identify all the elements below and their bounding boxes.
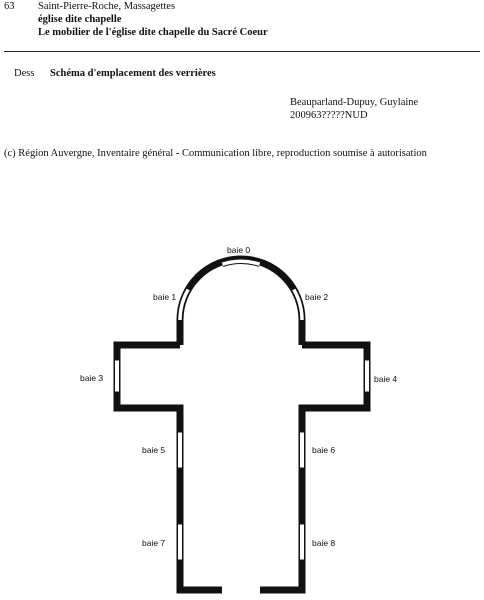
record-number: 63 <box>4 1 15 12</box>
document-author: Beauparland-Dupuy, Guylaine <box>290 97 419 108</box>
label-baie-5: baie 5 <box>142 445 166 455</box>
label-baie-8: baie 8 <box>312 538 336 548</box>
copyright-notice: (c) Région Auvergne, Inventaire général - Communication libre, reproduction soumise à autorisation <box>4 148 427 159</box>
document-type: Dess <box>14 68 35 79</box>
document-caption: Schéma d'emplacement des verrières <box>50 68 216 79</box>
label-baie-2: baie 2 <box>305 292 329 302</box>
label-baie-3: baie 3 <box>80 373 104 383</box>
label-baie-6: baie 6 <box>312 445 336 455</box>
record-building: église dite chapelle <box>38 14 122 25</box>
label-baie-1: baie 1 <box>153 292 177 302</box>
record-title: Le mobilier de l'église dite chapelle du Sacré Coeur <box>38 27 268 38</box>
window-labels <box>80 245 397 548</box>
label-baie-4: baie 4 <box>374 374 398 384</box>
label-baie-7: baie 7 <box>142 538 166 548</box>
document-reference: 200963?????NUD <box>290 110 368 121</box>
record-location: Saint-Pierre-Roche, Massagettes <box>38 1 176 12</box>
label-baie-0: baie 0 <box>227 245 251 255</box>
